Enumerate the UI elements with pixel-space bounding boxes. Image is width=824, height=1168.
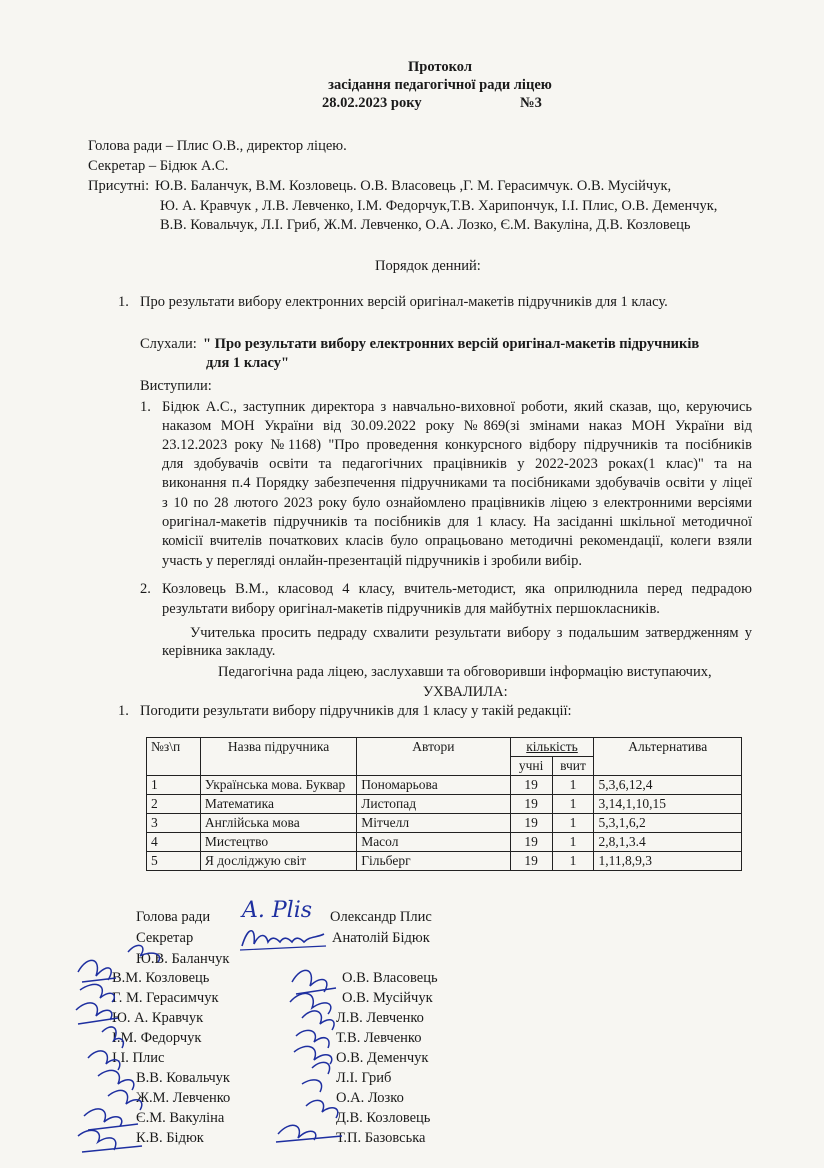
decision-item: Погодити результати вибору підручників для 1 класу у такій редакції:	[140, 703, 572, 719]
speaker-number: 1.	[140, 399, 151, 415]
signatory-left: Г. М. Герасимчук	[112, 990, 219, 1006]
speaker-text: участь у перегляді онлайн-презентацій підручників і зробили вибір.	[162, 553, 582, 569]
signatory-left: В.М. Козловець	[112, 970, 210, 986]
cell-authors: Мітчелл	[357, 814, 510, 833]
present-line: Ю. А. Кравчук , Л.В. Левченко, І.М. Федорчук,Т.В. Харипончук, І.І. Плис, О.В. Деменчук,	[160, 198, 718, 214]
signatory-right: О.А. Лозко	[336, 1090, 404, 1106]
chair-signature: A. Plis	[242, 898, 313, 923]
speaker-text: для здобувачів освіти та педагогічних працівників у 2022-2023 роках(1 клас)" та на	[162, 456, 752, 472]
speaker-text: наказом МОН України від 30.09.2022 року №869(зі змінами наказ МОН України від	[162, 418, 752, 434]
chair-name: Олександр Плис	[330, 909, 432, 925]
table-row	[147, 776, 742, 795]
header-students: учні	[510, 757, 552, 776]
chair-label: Голова ради	[136, 909, 211, 925]
cell-teachers: 1	[552, 814, 594, 833]
header-num: №з\п	[147, 738, 201, 776]
secretary-label: Секретар	[136, 930, 194, 946]
cell-teachers: 1	[552, 795, 594, 814]
table-row	[147, 852, 742, 871]
signatory-left: В.В. Ковальчук	[136, 1070, 230, 1086]
speakers-label: Виступили:	[140, 378, 212, 394]
cell-students: 19	[510, 776, 552, 795]
cell-alternative: 1,11,8,9,3	[594, 852, 742, 871]
signatory-right: Т.В. Левченко	[336, 1030, 422, 1046]
decision-resolved: УХВАЛИЛА:	[423, 684, 508, 700]
decision-item-number: 1.	[118, 703, 129, 719]
signatory-left: І.І. Плис	[112, 1050, 165, 1066]
table-row	[147, 795, 742, 814]
heard-text: для 1 класу"	[206, 355, 290, 371]
speaker-text: Бідюк А.С., заступник директора з навчально-виховної роботи, який сказав, що, керуючись	[162, 399, 752, 415]
signatory-right: О.В. Власовець	[342, 970, 438, 986]
cell-students: 19	[510, 795, 552, 814]
signatory-left: Ж.М. Левченко	[136, 1090, 231, 1106]
signatory-left: К.В. Бідюк	[136, 1130, 204, 1146]
signatures-right-column	[272, 956, 362, 1146]
speaker-number: 2.	[140, 581, 151, 597]
agenda-heading: Порядок денний:	[375, 258, 481, 274]
chair-line: Голова ради – Плис О.В., директор ліцею.	[88, 138, 347, 154]
speaker-text: 23.12.2023 року №1168) "Про проведення конкурсного відбору підручників та посібників	[162, 437, 752, 453]
cell-alternative: 5,3,1,6,2	[594, 814, 742, 833]
cell-teachers: 1	[552, 833, 594, 852]
document-subtitle: засідання педагогічної ради ліцею	[328, 77, 552, 93]
cell-alternative: 2,8,1,3.4	[594, 833, 742, 852]
signatory-right: Д.В. Козловець	[336, 1110, 431, 1126]
cell-name: Математика	[200, 795, 356, 814]
present-label: Присутні:	[88, 178, 150, 194]
speaker-text: Козловець В.М., класовод 4 класу, вчитель-методист, яка оприлюднила перед педрадою	[162, 581, 752, 597]
signatory-right: Т.П. Базовська	[336, 1130, 426, 1146]
cell-authors: Листопад	[357, 795, 510, 814]
textbook-table	[146, 737, 742, 871]
cell-students: 19	[510, 852, 552, 871]
cell-name: Мистецтво	[200, 833, 356, 852]
table-row	[147, 833, 742, 852]
speaker-text: оригінал-макетів підручників та посібників для 1 класу. На засіданні шкільної методичної	[162, 514, 752, 530]
secretary-signature	[238, 922, 328, 954]
signatures-left-column	[68, 940, 168, 1155]
cell-name: Я досліджую світ	[200, 852, 356, 871]
cell-students: 19	[510, 814, 552, 833]
agenda-item-number: 1.	[118, 294, 129, 310]
heard-label: Слухали:	[140, 336, 197, 352]
decision-intro: Педагогічна рада ліцею, заслухавши та обговоривши інформацію виступаючих,	[218, 664, 712, 680]
table-row	[147, 814, 742, 833]
signatory-right: Л.В. Левченко	[336, 1010, 424, 1026]
speaker-text: керівника закладу.	[162, 643, 276, 659]
cell-alternative: 3,14,1,10,15	[594, 795, 742, 814]
signatory-right: Л.І. Гриб	[336, 1070, 392, 1086]
table-header-row	[147, 738, 742, 757]
cell-alternative: 5,3,6,12,4	[594, 776, 742, 795]
signatory-left: Ю.В. Баланчук	[136, 951, 230, 967]
signatory-right: О.В. Деменчук	[336, 1050, 429, 1066]
document-title: Протокол	[408, 59, 472, 75]
cell-num: 5	[147, 852, 201, 871]
cell-num: 3	[147, 814, 201, 833]
cell-teachers: 1	[552, 852, 594, 871]
header-quantity: кількість	[510, 738, 594, 757]
cell-num: 2	[147, 795, 201, 814]
document-date: 28.02.2023 року	[322, 95, 422, 111]
signatory-left: Ю. А. Кравчук	[112, 1010, 204, 1026]
cell-teachers: 1	[552, 776, 594, 795]
cell-name: Українська мова. Буквар	[200, 776, 356, 795]
heard-text: " Про результати вибору електронних версій оригінал-макетів підручників	[203, 336, 700, 352]
secretary-line: Секретар – Бідюк А.С.	[88, 158, 229, 174]
header-authors: Автори	[357, 738, 510, 776]
present-line: В.В. Ковальчук, Л.І. Гриб, Ж.М. Левченко, О.А. Лозко, Є.М. Вакуліна, Д.В. Козловець	[160, 217, 691, 233]
speaker-text: виконання п.4 Порядку забезпечення підручниками та посібниками здобувачів освіти у ліцеї	[162, 475, 752, 491]
speaker-text: з 10 по 28 лютого 2023 року було ознайомлено працівників ліцею з електронними версіями	[162, 495, 752, 511]
header-alternative: Альтернатива	[594, 738, 742, 776]
cell-num: 1	[147, 776, 201, 795]
cell-authors: Пономарьова	[357, 776, 510, 795]
cell-students: 19	[510, 833, 552, 852]
cell-name: Англійська мова	[200, 814, 356, 833]
signatory-right: О.В. Мусійчук	[342, 990, 433, 1006]
document-number: №3	[520, 95, 542, 111]
speaker-text: Учителька просить педраду схвалити результати вибору з подальшим затвердженням у	[190, 625, 752, 641]
speaker-text: результати вибору оригінал-макетів підручників для майбутніх першокласників.	[162, 601, 660, 617]
signatory-left: Є.М. Вакуліна	[136, 1110, 225, 1126]
header-name: Назва підручника	[200, 738, 356, 776]
signatory-left: І.М. Федорчук	[112, 1030, 202, 1046]
speaker-text: комісії вчителів початкових класів було опрацьовано методичні рекомендації, колеги взяли	[162, 533, 752, 549]
present-line: Ю.В. Баланчук, В.М. Козловець. О.В. Власовець ,Г. М. Герасимчук. О.В. Мусійчук,	[155, 178, 672, 194]
secretary-name: Анатолій Бідюк	[332, 930, 430, 946]
header-teachers: вчит	[552, 757, 594, 776]
cell-num: 4	[147, 833, 201, 852]
cell-authors: Масол	[357, 833, 510, 852]
cell-authors: Гільберг	[357, 852, 510, 871]
agenda-item: Про результати вибору електронних версій оригінал-макетів підручників для 1 класу.	[140, 294, 668, 310]
